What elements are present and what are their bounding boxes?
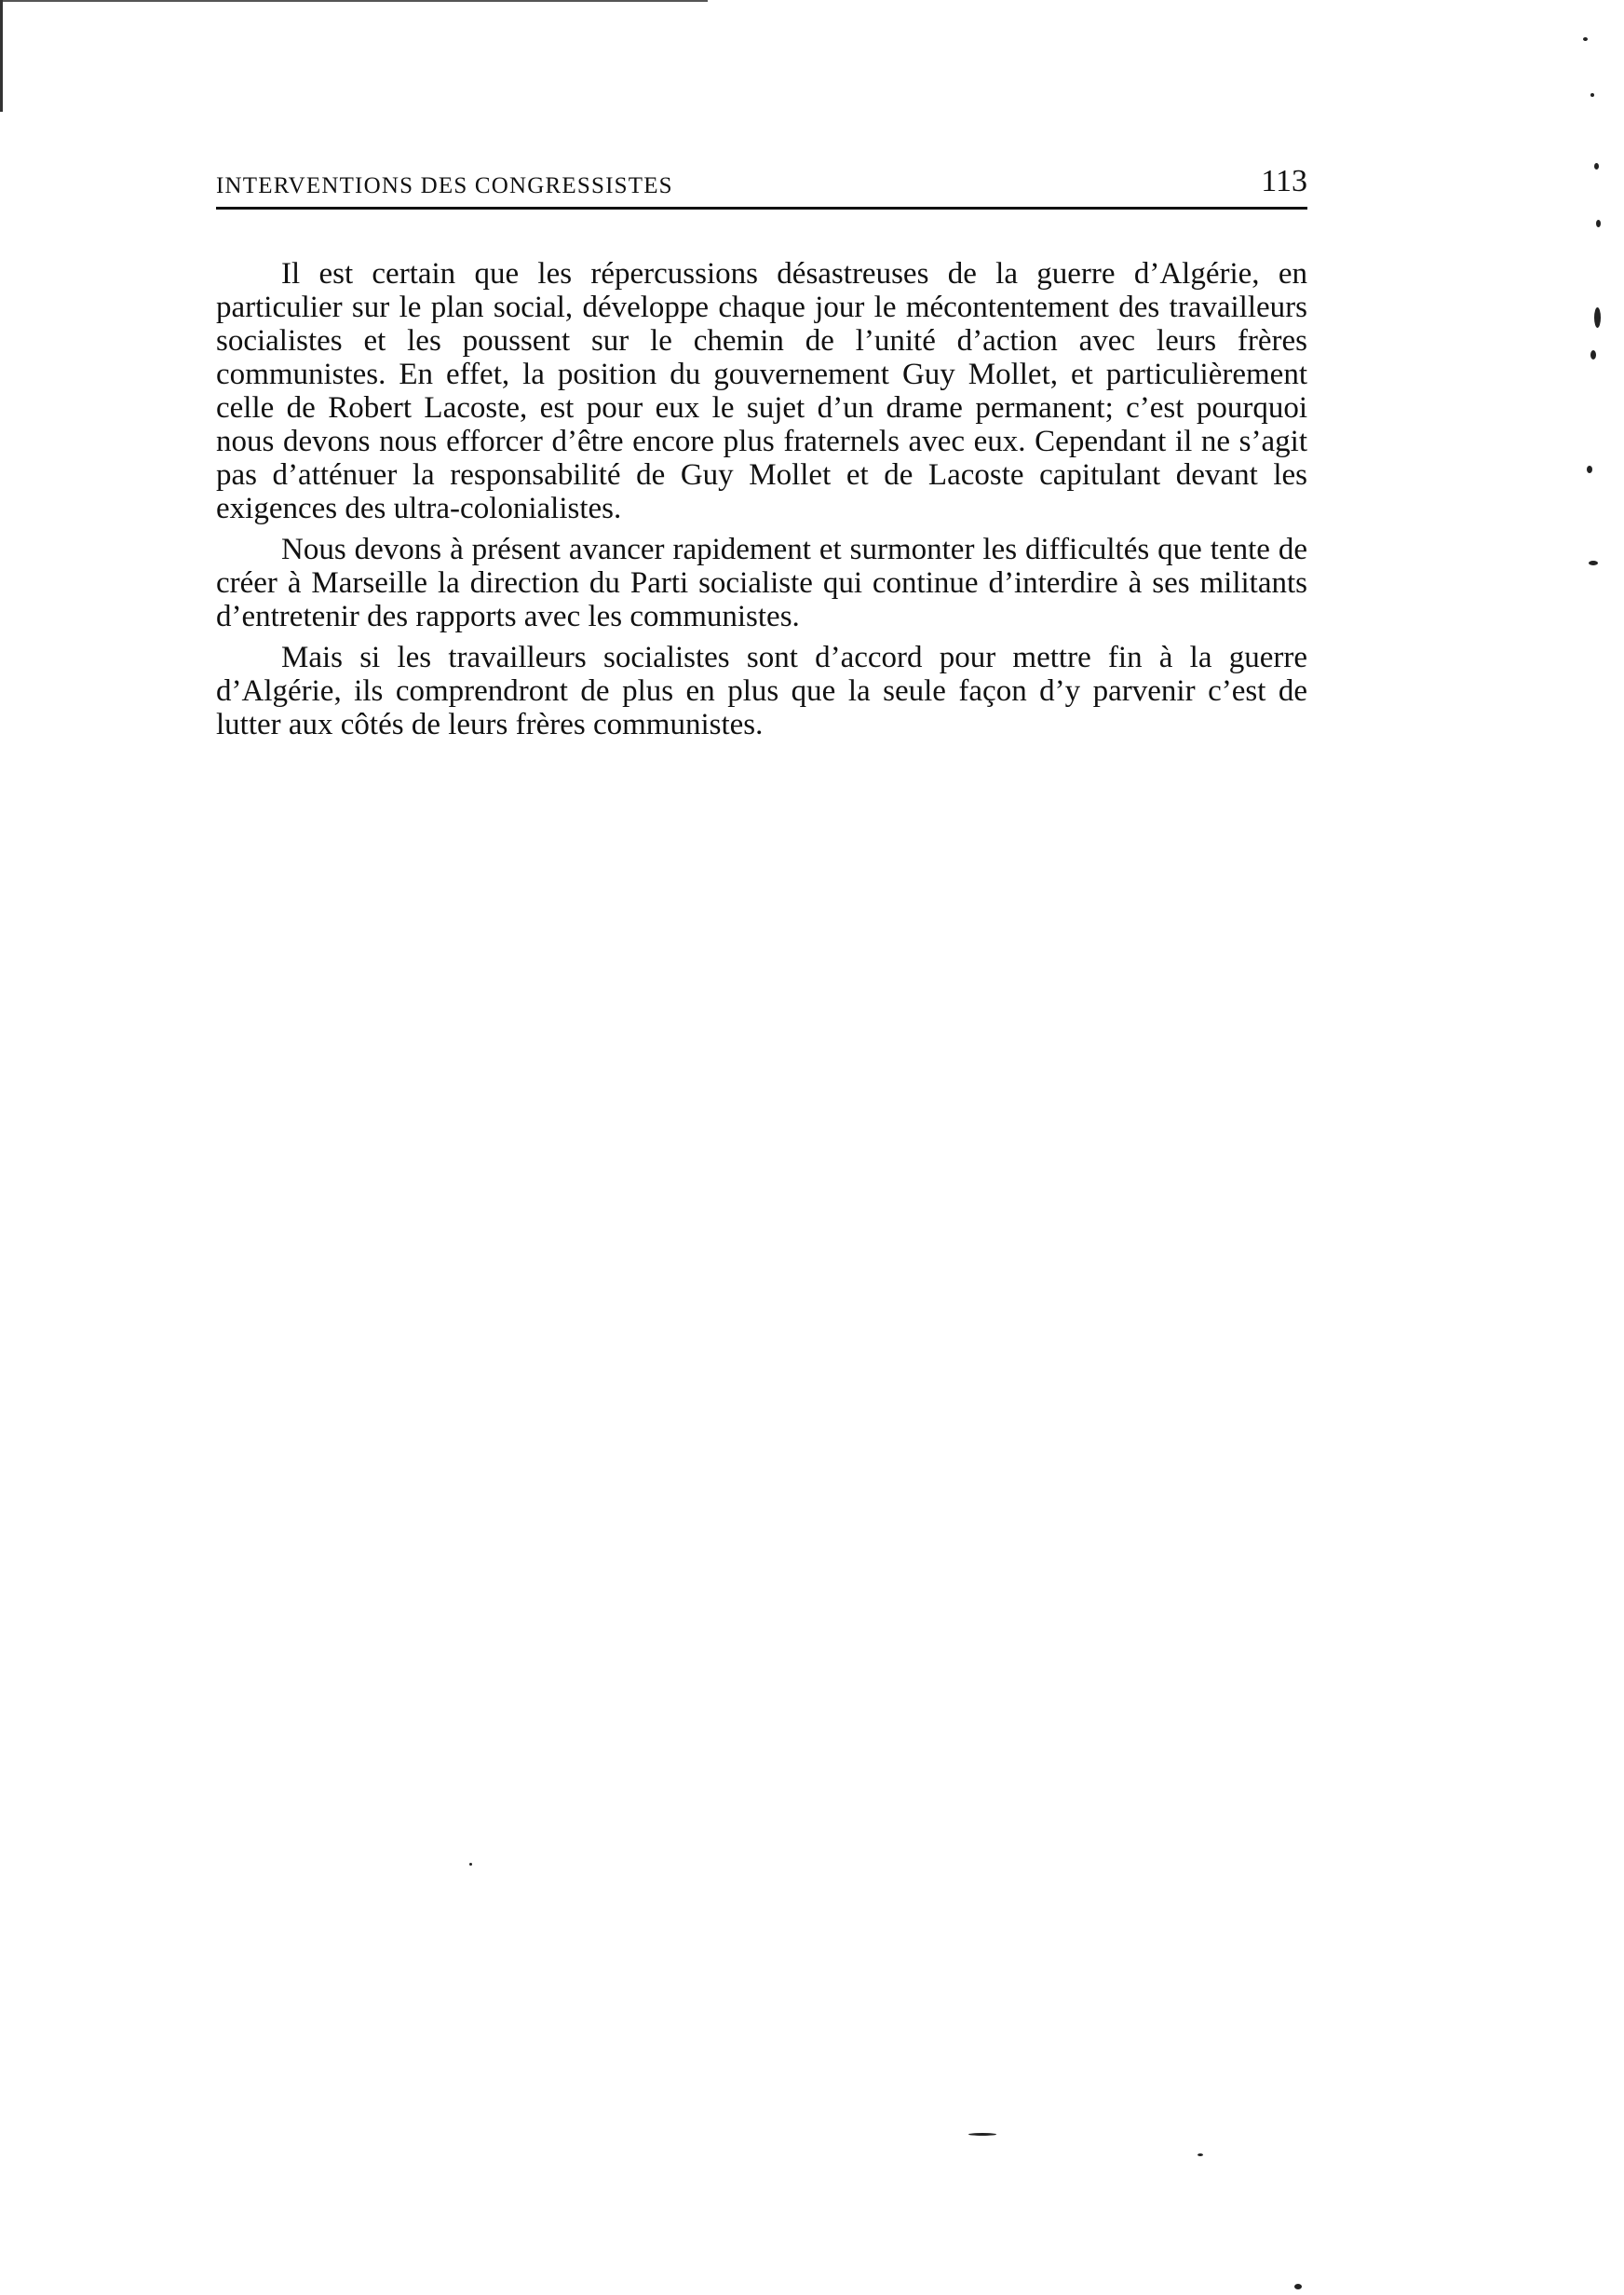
speck (1198, 2153, 1203, 2156)
page-header (216, 155, 1307, 197)
header-rule (216, 207, 1307, 210)
paragraph-2: Nous devons à présent avancer rapidement et surmonter les difficultés que tente de créer à Marseille la direction du Parti socialiste qui continue d’interdire à ses militants d’entretenir des rapports avec les communistes. (216, 533, 1307, 633)
speck (1590, 350, 1596, 360)
body-text (216, 257, 1307, 749)
speck (469, 1863, 472, 1866)
speck (1587, 466, 1592, 473)
speck (1583, 37, 1588, 41)
scan-top-edge (0, 0, 708, 2)
speck (1594, 307, 1601, 328)
running-head: INTERVENTIONS DES CONGRESSISTES (216, 173, 673, 198)
page-number: 113 (1261, 164, 1307, 198)
scan-left-edge (0, 0, 3, 112)
speck (1589, 561, 1598, 565)
speck (968, 2133, 996, 2136)
speck (1590, 93, 1594, 97)
speck (1294, 2284, 1302, 2289)
paragraph-3: Mais si les travailleurs socialistes sont d’accord pour mettre fin à la guerre d’Algérie, ils comprendront de plus en plus que la seule façon d’y parvenir c’est de lutter aux côtés de leurs frères communistes. (216, 641, 1307, 741)
paragraph-1: Il est certain que les répercussions désastreuses de la guerre d’Algérie, en particulier sur le plan social, développe chaque jour le mécontentement des travailleurs socialistes et les poussent sur le chemin de l’unité d’action avec leurs frères communistes. En effet, la position du gouvernement Guy Mollet, et particulièrement celle de Robert Lacoste, est pour eux le sujet d’un drame permanent; c’est pourquoi nous devons nous efforcer d’être encore plus fraternels avec eux. Cependant il ne s’agit pas d’atténuer la responsabilité de Guy Mollet et de Lacoste capitulant devant les exigences des ultra-colonialistes. (216, 257, 1307, 525)
speck (1594, 163, 1599, 170)
speck (1596, 220, 1601, 227)
